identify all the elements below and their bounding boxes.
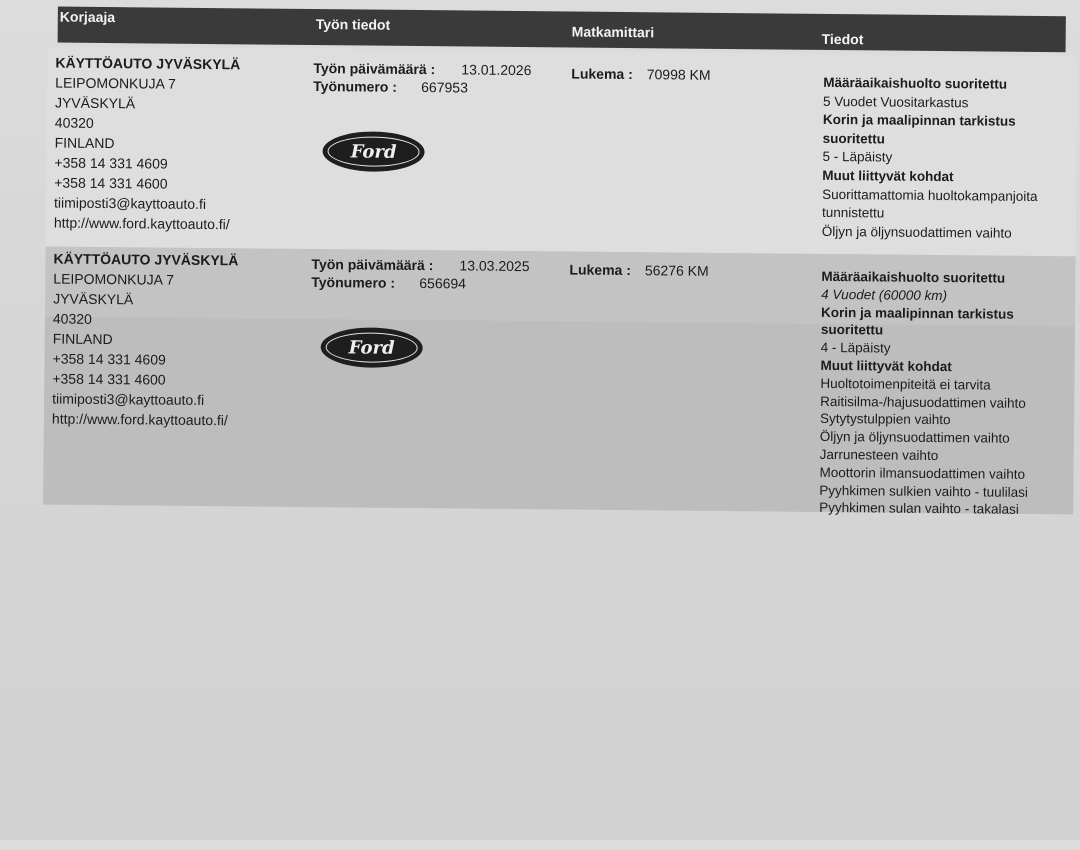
postcode: 40320 [52,310,92,327]
city: JYVÄSKYLÄ [53,290,134,308]
body-check-title: Korin ja maalipinnan tarkistus [822,112,1016,129]
other-item: Öljyn ja öljynsuodattimen vaihto [819,429,1010,446]
company-name: KÄYTTÖAUTO JYVÄSKYLÄ [53,250,239,269]
work-number: 667953 [421,79,468,96]
reading-label: Lukema : [569,261,631,279]
odometer [569,261,708,278]
work-number-label: Työnumero : [313,78,398,95]
repairer-address [54,53,241,235]
other-item: Raitisilma-/hajusuodattimen vaihto [820,393,1026,411]
work-number-label: Työnumero : [311,274,396,291]
other-item: Pyyhkimen sulan vaihto - takalasi [819,500,1019,518]
email: tiimiposti3@kayttoauto.fi [52,390,205,408]
work-number: 656694 [419,275,467,292]
other-item: Suorittamattomia huoltokampanjoita [822,186,1038,204]
phone: +358 14 331 4600 [54,174,168,192]
body-check-title: suoritettu [822,130,886,147]
phone: +358 14 331 4600 [52,370,166,388]
work-info [311,255,529,293]
body-check-value: 5 - Läpäisty [822,149,893,165]
work-info [313,59,531,97]
website: http://www.ford.kayttoauto.fi/ [51,410,228,429]
website: http://www.ford.kayttoauto.fi/ [53,214,230,233]
street: LEIPOMONKUJA 7 [55,74,176,92]
body-check-value: 4 - Läpäisty [820,340,891,356]
service-details [822,74,1074,244]
body-check-title: Korin ja maalipinnan tarkistus [820,304,1014,322]
service-record [46,46,1078,256]
work-date: 13.01.2026 [461,61,532,79]
date-label: Työn päivämäärä : [313,60,436,78]
service-value: 5 Vuodet Vuositarkastus [822,93,969,110]
phone: +358 14 331 4609 [54,154,168,172]
country: FINLAND [52,330,113,348]
other-item: Sytytystulppien vaihto [819,411,951,428]
ford-logo [320,327,422,368]
email: tiimiposti3@kayttoauto.fi [53,194,207,212]
ford-logo-text: Ford [326,332,418,363]
service-details [819,268,1071,520]
other-items-title: Muut liittyvät kohdat [820,357,952,375]
odometer [571,65,710,82]
body-check-title: suoritettu [820,322,884,338]
ford-logo [322,131,424,172]
date-label: Työn päivämäärä : [311,256,434,274]
other-item: Pyyhkimen sulkien vaihto - tuulilasi [819,482,1028,500]
other-items-title: Muut liittyvät kohdat [822,167,954,185]
street: LEIPOMONKUJA 7 [53,270,174,288]
header-details: Tiedot [821,30,864,48]
company-name: KÄYTTÖAUTO JYVÄSKYLÄ [55,54,241,73]
repairer-address [52,249,239,431]
other-item: Öljyn ja öljynsuodattimen vaihto [821,223,1012,241]
odometer-reading: 70998 KM [646,66,711,83]
city: JYVÄSKYLÄ [54,94,136,112]
other-item: Moottorin ilmansuodattimen vaihto [819,464,1026,482]
ford-logo-text: Ford [327,136,419,167]
other-item: Huoltotoimenpiteitä ei tarvita [820,375,991,393]
reading-label: Lukema : [571,65,633,83]
postcode: 40320 [54,114,94,131]
service-title: Määräaikaishuolto suoritettu [821,268,1006,286]
service-value: 4 Vuodet (60000 km) [821,286,948,303]
service-title: Määräaikaishuolto suoritettu [823,74,1008,92]
other-item: tunnistettu [821,205,885,221]
country: FINLAND [54,134,115,152]
work-date: 13.03.2025 [459,257,530,275]
service-record [43,246,1075,518]
header-repairer: Korjaaja [59,8,116,26]
other-item: Jarrunesteen vaihto [819,446,939,463]
header-odometer: Matkamittari [571,23,655,41]
header-work-info: Työn tiedot [315,16,391,33]
phone: +358 14 331 4609 [52,350,166,368]
odometer-reading: 56276 KM [644,262,709,279]
table-header [58,7,1066,53]
